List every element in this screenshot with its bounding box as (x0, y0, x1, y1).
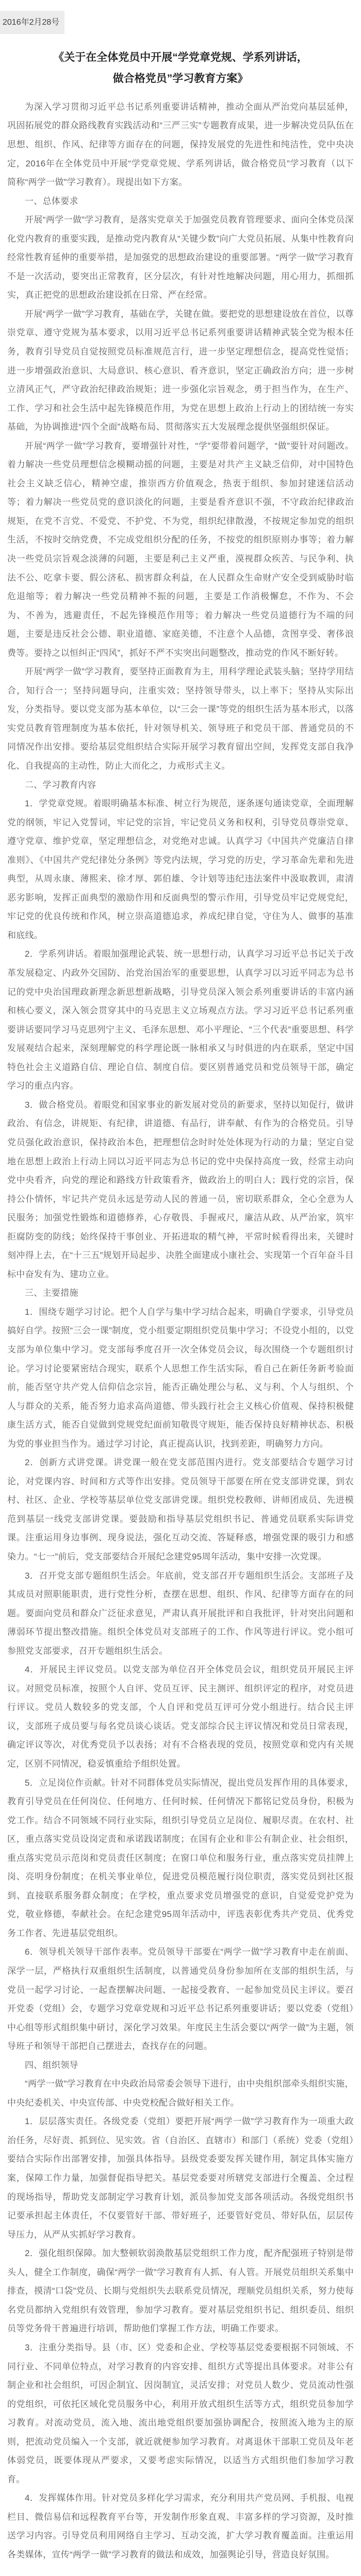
document-paragraph: 3．做合格党员。着眼党和国家事业的新发展对党员的新要求，坚持以知促行，做讲政治、有信念，讲规矩、有纪律，讲道德、有品行，讲奉献、有作为的合格党员。引导党员强化政治意识，保持政治本色，把理想信念时时处处体现为行动的力量；坚定自觉地在思想上政治上行动上同以习近平同志为总书记的党中央保持高度一致，经常主动向党中央看齐，向党的理论和路线方针政策看齐，做政治上的明白人；践行党的宗旨，保持公仆情怀，牢记共产党员永远是劳动人民的普通一员，密切联系群众，全心全意为人民服务；加强党性锻炼和道德修养，心存敬畏、手握戒尺，廉洁从政、从严治家，筑牢拒腐防变的防线；始终保持干事创业、开拓进取的精气神，平常时候看得出来，关键时刻冲得上去，在“十三五”规划开局起步、决胜全面建成小康社会、实现第一个百年奋斗目标中奋发有为、建功立业。 (7, 1099, 354, 1279)
document-paragraph: 开展“两学一做”学习教育，要增强针对性，“学”要带着问题学，“做”要针对问题改。着力解决一些党员理想信念模糊动摇的问题，主要是对共产主义缺乏信仰，对中国特色社会主义缺乏信心，精神空虚，推崇西方价值观念，热衷于组织、参加封建迷信活动等；着力解决一些党员党的意识淡化的问题，主要是看齐意识不强，不守政治纪律政治规矩，在党不言党、不爱党、不护党、不为党，组织纪律散漫，不按规定参加党的组织生活，不按时交纳党费，不完成党组织分配的任务，不按党的组织原则办事等；着力解决一些党员宗旨观念淡薄的问题，主要是利己主义严重，漠视群众疾苦、与民争利、执法不公、吃拿卡要、假公济私、损害群众利益，在人民群众生命财产安全受到威胁时临危退缩等；着力解决一些党员精神不振的问题，主要是工作消极懈怠，不作为、不会为、不善为，逃避责任，不起先锋模范作用等；着力解决一些党员道德行为不端的问题，主要是违反社会公德、职业道德、家庭美德，不注意个人品德，贪图享受、奢侈浪费等。要持之以恒纠正“四风”，抓好不严不实突出问题整改，推动党的作风不断好转。 (7, 440, 354, 658)
document-paragraph: 4．开展民主评议党员。以党支部为单位召开全体党员会议，组织党员开展民主评议。对照党员标准，按照个人自评、党员互评、民主测评、组织评定的程序，对党员进行评议。党员人数较多的党支部，个人自评和党员互评可分党小组进行。结合民主评议，支部班子成员要与每名党员谈心谈话。党支部综合民主评议情况和党员日常表现，确定评议等次，对优秀党员予以表扬；对有不合格表现的党员，按照党章和党内有关规定，区别不同情况，稳妥慎重给予组织处置。 (7, 1665, 354, 1769)
document-paragraph: 2．强化组织保障。加大整顿软弱涣散基层党组织工作力度，配齐配强班子特别是带头人，健全工作制度，确保“两学一做”学习教育有人抓、有人管。开展党员组织关系集中排查，摸清“口袋”党员、长期与党组织失去联系党员情况，理顺党员组织关系，努力使每名党员都纳入党组织有效管理，参加学习教育。要对基层党组织书记、组织委员、组织员等党务骨干普遍进行培训，帮助他们掌握工作方法，明确工作要求。 (7, 2248, 354, 2334)
document-paragraph: 1．学党章党规。着眼明确基本标准、树立行为规范，逐条逐句通读党章，全面理解党的纲领，牢记入党誓词，牢记党的宗旨，牢记党员义务和权利，引导党员尊崇党章、遵守党章、维护党章，坚定理想信念，对党绝对忠诚。认真学习《中国共产党廉洁自律准则》、《中国共产党纪律处分条例》等党内法规，学习党的历史，学习革命先辈和先进典型，从周永康、薄熙来、徐才厚、郭伯雄、令计划等违纪违法案件中汲取教训，肃清恶劣影响，发挥正面典型的激励作用和反面典型的警示作用，引导党员牢记党规党纪，牢记党的优良传统和作风，树立崇高道德追求，养成纪律自觉，守住为人、做事的基准和底线。 (7, 799, 354, 940)
document-paragraph: 6．领导机关领导干部作表率。党员领导干部要在“两学一做”学习教育中走在前面、深学一层，严格执行双重组织生活制度，以普通党员身份参加所在支部的组织生活，与党员一起学习讨论、一起查摆解决问题、一起接受教育、一起参加党员民主评议。要召开党委（党组）会，专题学习党章党规和习近平总书记系列重要讲话；要以党委（党组）中心组等形式组织集中研讨，深化学习效果。年度民主生活会要以“两学一做”为主题，领导班子和领导干部把自己摆进去，查找存在的问题。 (7, 1947, 354, 2052)
intro-paragraph: 为深入学习贯彻习近平总书记系列重要讲话精神，推动全面从严治党向基层延伸，巩固拓展党的群众路线教育实践活动和“三严三实”专题教育成果，进一步解决党员队伍在思想、组织、作风、纪律等方面存在的问题，保持发展党的先进性和纯洁性，党中央决定，2016年在全体党员中开展“学党章党规、学系列讲话，做合格党员”学习教育（以下简称“两学一做”学习教育）。现提出如下方案。 (7, 101, 354, 188)
document-paragraph: 2．学系列讲话。着眼加强理论武装、统一思想行动，认真学习习近平总书记关于改革发展稳定、内政外交国防、治党治国治军的重要思想，认真学习以习近平同志为总书记的党中央治国理政新理念新思想新战略，引导党员深入领会系列重要讲话的丰富内涵和核心要义，深入领会贯穿其中的马克思主义立场观点方法。学习习近平总书记系列重要讲话要同学习马克思列宁主义、毛泽东思想、邓小平理论、“三个代表”重要思想、科学发展观结合起来，深刻理解党的科学理论既一脉相承又与时俱进的内在联系，坚定中国特色社会主义道路自信、理论自信、制度自信。要区别普通党员和党员领导干部，确定学习的重点内容。 (7, 949, 354, 1091)
document-paragraph: 开展“两学一做”学习教育，是落实党章关于加强党员教育管理要求、面向全体党员深化党内教育的重要实践，是推动党内教育从“关键少数”向广大党员拓展、从集中性教育向经常性教育延伸的重要举措，是加强党的思想政治建设的重要部署。“两学一做”学习教育不是一次活动，要突出正常教育，区分层次，有针对性地解决问题，用心用力，抓细抓实，真正把党的思想政治建设抓在日常、严在经常。 (7, 215, 354, 300)
document-title (21, 47, 340, 90)
section-heading-overall-requirements: 一、总体要求 (25, 196, 78, 206)
document-paragraph: 3．注重分类指导。县（市、区）党委和企业、学校等基层党委要根据不同领域、不同行业、不同单位特点，对学习教育的内容安排、组织方式等提出具体要求。对非公有制企业和社会组织，可因企制宜、因岗制宜，灵活安排；对党员人数少、党员流动性强的党组织，可依托区域化党员服务中心，利用开放式组织生活等方式，组织党员参加学习教育。对流动党员，流入地、流出地党组织要加强协调配合，按照流入地为主的原则，把流动党员编入一个支部，就近就便参加学习教育。对离退休干部职工党员及年老体弱党员，既要体现从严要求，又要考虑实际情况，以适当方式组织他们参加学习教育。 (7, 2342, 354, 2484)
date-badge: 2016年2月28号 (0, 11, 64, 34)
document-body (0, 96, 361, 2576)
document-paragraph: 3．召开党支部专题组织生活会。年底前，党支部召开专题组织生活会。支部班子及其成员对照职能职责，进行党性分析，查摆在思想、组织、作风、纪律等方面存在的问题。要面向党员和群众广泛征求意见，严肃认真开展批评和自我批评，针对突出问题和薄弱环节提出整改措施。组织全体党员对支部班子的工作、作风等进行评议。党小组可参照党支部要求，召开专题组织生活会。 (7, 1570, 354, 1656)
document-paragraph: 开展“两学一做”学习教育，要坚持正面教育为主，用科学理论武装头脑；坚持学用结合，知行合一；坚持问题导向，注重实效；坚持领导带头，以上率下；坚持从实际出发，分类指导。要以党支部为基本单位，以“三会一课”等党的组织生活为基本形式，以落实党员教育管理制度为基本依托，针对领导机关、领导班子和党员干部、普通党员的不同情况作出安排。要给基层党组织结合实际开展学习教育留出空间，发挥党支部自我净化、自我提高的主动性，防止大而化之，力戒形式主义。 (7, 667, 354, 771)
document-paragraph: 开展“两学一做”学习教育，基础在学，关键在做。要把党的思想建设放在首位，以尊崇党章、遵守党规为基本要求，以用习近平总书记系列重要讲话精神武装全党为根本任务，教育引导党员自觉按照党员标准规范言行，进一步坚定理想信念，提高党性觉悟；进一步增强政治意识、大局意识、核心意识、看齐意识，坚定正确政治方向；进一步树立清风正气，严守政治纪律政治规矩；进一步强化宗旨观念，勇于担当作为，在生产、工作、学习和社会生活中起先锋模范作用，为党在思想上政治上行动上的团结统一夯实基础，为协调推进“四个全面”战略布局、贯彻落实五大发展理念提供坚强组织保证。 (7, 309, 354, 432)
document-paragraph: 1．层层落实责任。各级党委（党组）要把开展“两学一做”学习教育作为一项重大政治任务，尽好责、抓到位、见实效。省（自治区、直辖市）和部门（系统）党委（党组）要结合实际作出部署安排，加强具体指导。县级党委要发挥关键作用，制定具体实施方案，保障工作力量，加强督促指导把关。基层党委要对所辖党支部进行全覆盖、全过程的现场指导，帮助党支部制定学习教育计划，派员参加党支部各项活动。各级党组织书记要承担起主体责任，不仅要管好干部、带好班子，还要管好党员、带好队伍，层层传导压力，从严从实抓好学习教育。 (7, 2116, 354, 2240)
document-paragraph: 4．发挥媒体作用。针对党员多样化学习需求，充分利用共产党员网、手机报、电视栏目、微信易信和远程教育平台等，开发制作形象直观、丰富多样的学习资源，及时推送学习内容。引导党员利用网络自主学习、互动交流，扩大学习教育覆盖面。注重运用各类媒体，宣传“两学一做”学习教育的做法和成效，加强舆论引导，营造良好氛围。 (7, 2493, 354, 2560)
document-title-line-2: 做合格党员”学习教育方案》 (112, 72, 249, 84)
document-paragraph: 5．立足岗位作贡献。针对不同群体党员实际情况，提出党员发挥作用的具体要求，教育引导党员在任何岗位、任何地方、任何时候、任何情况下都铭记党员身份，积极为党工作。结合不同领域不同行业实际，组织引导党员立足岗位、履职尽责。在农村、社区，重点落实党员设岗定责和承诺践诺制度；在国有企业和非公有制企业、社会组织，重点落实党员示范岗和党员责任区制度；在窗口单位和服务行业，重点落实党员挂牌上岗、亮明身份制度；在机关事业单位，促进党员模范履行岗位职责，落实党员到社区报到、直接联系服务群众制度；在学校，重点要求党员增强党的意识，自觉爱党护党为党，敬业修德，奉献社会。在纪念建党95周年活动中，评选表彰优秀共产党员、优秀党务工作者、先进基层党组织。 (7, 1777, 354, 1938)
section-heading-study-content: 二、学习教育内容 (25, 779, 96, 790)
document-title-line-1: 《关于在全体党员中开展“学党章党规、学系列讲话， (53, 52, 308, 63)
section-heading-main-measures: 三、主要措施 (25, 1288, 78, 1298)
document-paragraph: “两学一做”学习教育在中央政治局常委会领导下进行，由中央组织部牵头组织实施，中央纪委机关、中央宣传部、中央党校配合做好相关工作。 (7, 2079, 354, 2108)
document-paragraph: 1．围绕专题学习讨论。把个人自学与集中学习结合起来，明确自学要求，引导党员搞好自学。按照“三会一课”制度，党小组要定期组织党员集中学习；不设党小组的，以党支部为单位集中学习。党支部每季度召开一次全体党员会议，每次围绕一个专题组织讨论。学习讨论要紧密结合现实，联系个人思想工作生活实际，看自己在新任务新考验面前，能否坚守共产党人信仰信念宗旨，能否正确处理公与私、义与利、个人与组织、个人与群众的关系，能否努力追求高尚道德、带头践行社会主义核心价值观、保持积极健康生活方式，能否自觉做到党规党纪面前知敬畏守规矩，能否保持良好精神状态、积极为党的事业担当作为。通过学习讨论，真正提高认识，找到差距，明确努力方向。 (7, 1307, 354, 1449)
document-paragraph: 2．创新方式讲党课。讲党课一般在党支部范围内进行。党支部要结合专题学习讨论，对党课内容、时间和方式等作出安排。党员领导干部要在所在党支部讲党课，到农村、社区、企业、学校等基层单位党支部讲党课。组织党校教师、讲师团成员、先进模范到基层一线党支部讲党课。要鼓励和指导基层党组织书记、普通党员联系实际讲党课。注重运用身边事例、现身说法，强化互动交流、答疑释惑，增强党课的吸引力和感染力。“七一”前后，党支部要结合开展纪念建党95周年活动，集中安排一次党课。 (7, 1458, 354, 1562)
section-heading-organization-leadership: 四、组织领导 (25, 2060, 78, 2070)
